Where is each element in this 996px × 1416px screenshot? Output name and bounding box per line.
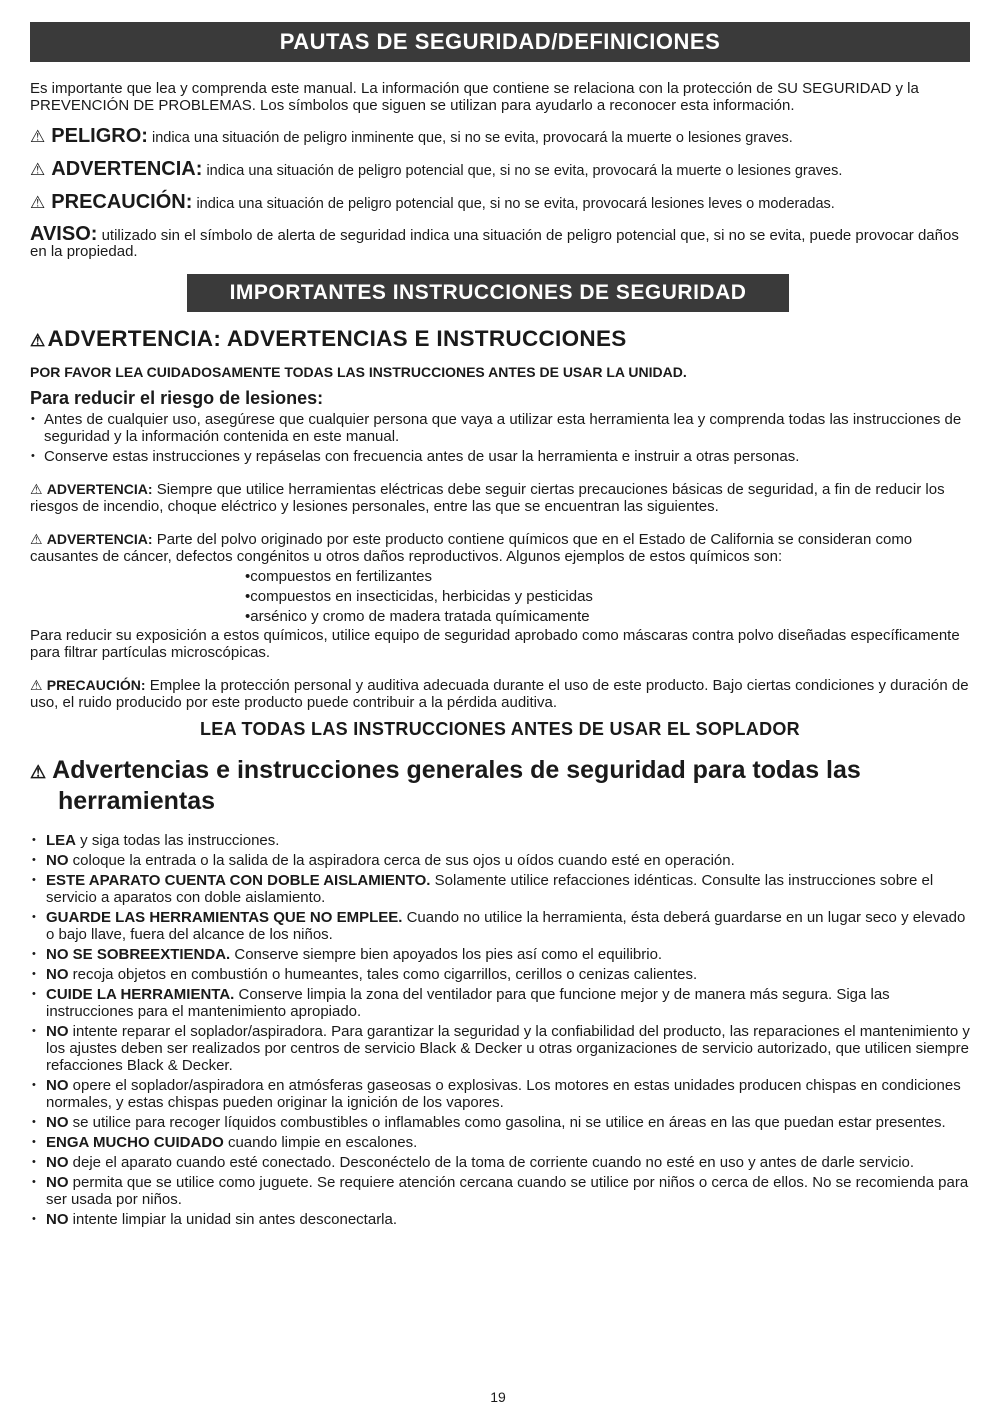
warning-triangle-icon: ⚠ [30,531,43,547]
list-item: • compuestos en fertilizantes [245,567,970,587]
list-item [30,852,970,869]
list-item [30,946,970,963]
warning-text: Siempre que utilice herramientas eléctricas debe seguir ciertas precauciones básicas de seguridad, a fin de reducir los riesgos de incendio, choque eléctrico y lesiones personales, entre las que se encuentran las siguientes. [30,481,945,515]
list-item [30,872,970,906]
rule-text: Conserve siempre bien apoyados los pies así como el equilibrio. [230,946,663,963]
section-banner-instructions: IMPORTANTES INSTRUCCIONES DE SEGURIDAD [187,274,789,312]
rule-text: intente limpiar la unidad sin antes desconectarla. [68,1211,398,1228]
list-item [30,1211,970,1228]
list-item [30,909,970,943]
read-all-notice: POR FAVOR LEA CUIDADOSAMENTE TODAS LAS INSTRUCCIONES ANTES DE USAR LA UNIDAD. [30,364,687,380]
reduce-risk-list [30,411,970,465]
list-item: • compuestos en insecticidas, herbicidas y pesticidas [245,587,970,607]
page-number: 19 [490,1389,506,1405]
safety-rules-list [30,832,970,1228]
rule-text: recoja objetos en combustión o humeantes, tales como cigarrillos, cerillos o cenizas calientes. [68,966,698,983]
rule-keyword: NO [46,1023,69,1040]
list-item [30,986,970,1020]
list-item [30,1114,970,1131]
warning-text: Parte del polvo originado por este producto contiene químicos que en el Estado de California se consideran como causantes de cáncer, defectos congénitos u otros daños reproductivos. Algunos ejemplos de estos químicos son: [30,531,913,565]
rule-keyword: NO [46,1211,69,1228]
rule-text: y siga todas las instrucciones. [76,832,280,849]
list-item [30,1134,970,1151]
exposure-paragraph: Para reducir su exposición a estos químicos, utilice equipo de seguridad aprobado como máscaras contra polvo diseñadas específicamente para filtrar partículas microscópicas. [30,627,960,661]
rule-text: cuando limpie en escalones. [223,1134,418,1151]
chemicals-list [245,567,970,627]
warning-triangle-icon: ⚠ [30,677,43,693]
rule-keyword: NO SE SOBREEXTIENDA. [46,946,231,963]
definition-advertencia [30,158,970,180]
caution-label: PRECAUCIÓN: [46,677,146,693]
general-safety-heading [30,756,970,816]
warning-label: ADVERTENCIA: [46,531,153,547]
intro-paragraph: Es importante que lea y comprenda este manual. La información que contiene se relaciona con la protección de SU SEGURIDAD y la PREVENCIÓN DE PROBLEMAS. Los símbolos que siguen se utilizan para ayudarlo a reconocer esta información. [30,80,919,114]
warning-heading-text: ADVERTENCIA: ADVERTENCIAS E INSTRUCCIONES [47,326,627,351]
list-item [30,1023,970,1074]
rule-keyword: ENGA MUCHO CUIDADO [46,1134,224,1151]
caution-hearing [30,677,970,711]
warning-heading [30,326,970,352]
rule-keyword: NO [46,1154,69,1171]
rule-text: Conserve limpia la zona del ventilador para que funcione mejor y de manera más segura. Siga las instrucciones para el mantenimiento apropiado. [46,986,890,1020]
definition-peligro [30,125,970,147]
list-item [30,966,970,983]
warning-triangle-icon: ⚠ [30,481,43,497]
section-banner-definitions: PAUTAS DE SEGURIDAD/DEFINICIONES [30,22,970,62]
list-item: • Antes de cualquier uso, asegúrese que cualquier persona que vaya a utilizar esta herramienta lea y comprenda todas las instrucciones de seguridad y la información contenida en este manual. [30,411,970,445]
definition-precaucion [30,191,970,213]
aviso-term: AVISO: [30,223,98,245]
list-item [30,1077,970,1111]
warning-triangle-icon: ⚠ [30,331,46,350]
list-item [30,1154,970,1171]
definition-text: indica una situación de peligro potencial que, si no se evita, provocará la muerte o lesiones graves. [206,163,843,179]
rule-text: Cuando no utilice la herramienta, ésta deberá guardarse en un lugar seco y elevado o bajo llave, fuera del alcance de los niños. [46,909,966,943]
general-safety-heading-text: Advertencias e instrucciones generales de seguridad para todas las herramientas [52,756,861,815]
rule-text: deje el aparato cuando esté conectado. Desconéctelo de la toma de corriente cuando no esté en uso y antes de darle servicio. [68,1154,915,1171]
banner-wrapper [30,274,970,312]
definition-term: ADVERTENCIA: [51,158,203,180]
list-item [30,1174,970,1208]
aviso-text: utilizado sin el símbolo de alerta de seguridad indica una situación de peligro potencial que, si no se evita, puede provocar daños en la propiedad. [30,227,959,260]
rule-keyword: NO [46,966,69,983]
rule-keyword: ESTE APARATO CUENTA CON DOBLE AISLAMIENTO. [46,872,431,889]
reduce-risk-heading: Para reducir el riesgo de lesiones: [30,388,324,408]
rule-text: coloque la entrada o la salida de la aspiradora cerca de sus ojos u oídos cuando esté en operación. [68,852,735,869]
rule-keyword: NO [46,852,69,869]
definition-text: indica una situación de peligro inminente que, si no se evita, provocará la muerte o lesiones graves. [151,130,793,146]
definition-aviso [30,223,970,260]
rule-text: se utilice para recoger líquidos combustibles o inflamables como gasolina, ni se utilice en áreas en las que puedan estar presentes. [68,1114,946,1131]
definition-text: indica una situación de peligro potencial que, si no se evita, provocará lesiones leves o moderadas. [196,196,835,212]
definition-term: PRECAUCIÓN: [51,191,193,213]
rule-text: Solamente utilice refacciones idénticas. Consulte las instrucciones sobre el servicio a aparatos con doble aislamiento. [46,872,934,906]
rule-keyword: LEA [46,832,76,849]
list-item: • Conserve estas instrucciones y repáselas con frecuencia antes de usar la herramienta e instruir a otras personas. [30,448,970,465]
caution-text: Emplee la protección personal y auditiva adecuada durante el uso de este producto. Bajo ciertas condiciones y duración de uso, el ruido producido por este producto puede contribuir a la pérdida auditiva. [30,677,969,711]
warning-electric [30,481,970,515]
warning-label: ADVERTENCIA: [46,481,153,497]
warning-triangle-icon: ⚠ [30,193,46,212]
warning-triangle-icon: ⚠ [30,160,46,179]
rule-keyword: GUARDE LAS HERRAMIENTAS QUE NO EMPLEE. [46,909,403,926]
list-item: • arsénico y cromo de madera tratada químicamente [245,607,970,627]
rule-keyword: NO [46,1114,69,1131]
rule-text: intente reparar el soplador/aspiradora. Para garantizar la seguridad y la confiabilidad del producto, las reparaciones el mantenimiento y los ajustes deben ser realizados por centros de servicio Black & Decker u otras organizaciones de servicio autorizado, que utilicen siempre refacciones Black & Decker. [46,1023,970,1074]
warning-triangle-icon: ⚠ [30,762,47,782]
definition-term: PELIGRO: [51,125,148,147]
read-before-heading: LEA TODAS LAS INSTRUCCIONES ANTES DE USAR EL SOPLADOR [200,719,800,739]
rule-keyword: NO [46,1077,69,1094]
warning-triangle-icon: ⚠ [30,127,46,146]
rule-text: permita que se utilice como juguete. Se requiere atención cercana cuando se utilice por niños o cerca de ellos. No se recomienda para ser usada por niños. [46,1174,969,1208]
manual-page [30,22,970,1231]
rule-keyword: CUIDE LA HERRAMIENTA. [46,986,235,1003]
rule-keyword: NO [46,1174,69,1191]
warning-california [30,531,970,565]
list-item [30,832,970,849]
rule-text: opere el soplador/aspiradora en atmósferas gaseosas o explosivas. Los motores en estas unidades producen chispas en condiciones normales, y estas chispas pueden originar la ignición de los vapores. [46,1077,961,1111]
